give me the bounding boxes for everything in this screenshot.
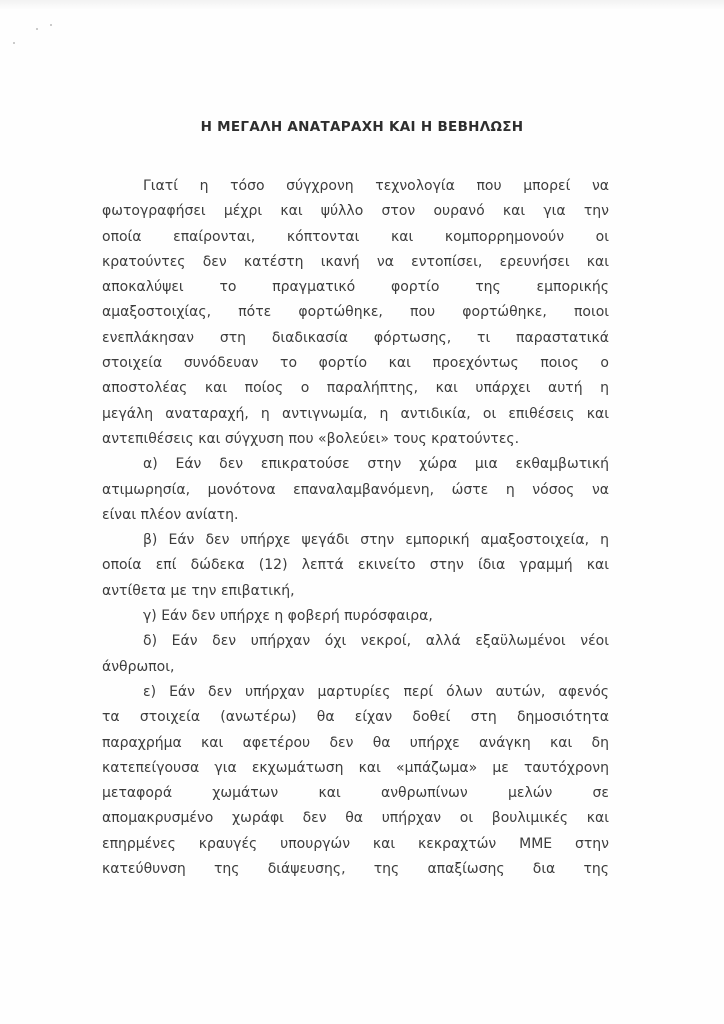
- document-title: Η ΜΕΓΑΛΗ ΑΝΑΤΑΡΑΧΗ ΚΑΙ Η ΒΕΒΗΛΩΣΗ: [200, 119, 524, 135]
- text-line: γ) Εάν δεν υπήρχε η φοβερή πυρόσφαιρα,: [143, 608, 433, 625]
- text-line: β) Εάν δεν υπήρχε ψεγάδι στην εμπορική αμαξοστοιχεία, η: [143, 532, 609, 549]
- text-line: κρατούντες δεν κατέστη ικανή να εντοπίσει, ερευνήσει και: [102, 253, 609, 270]
- text-line: α) Εάν δεν επικρατούσε στην χώρα μια εκθαμβωτική: [143, 456, 609, 473]
- scan-edge: [0, 0, 724, 10]
- text-line: οποία επαίρονται, κόπτονται και κομπορρημονούν οι: [102, 228, 609, 245]
- scan-speck: [50, 24, 52, 26]
- text-line: αποκαλύψει το πραγματικό φορτίο της εμπορικής: [102, 279, 609, 296]
- text-line: αντεπιθέσεις και σύγχυση που «βολεύει» τους κρατούντες.: [102, 430, 520, 447]
- text-line: άνθρωποι,: [102, 658, 175, 675]
- text-line: δ) Εάν δεν υπήρχαν όχι νεκροί, αλλά εξαϋλωμένοι νέοι: [143, 633, 609, 650]
- text-line: τα στοιχεία (ανωτέρω) θα είχαν δοθεί στη δημοσιότητα: [102, 709, 609, 726]
- text-line: μεταφορά χωμάτων και ανθρωπίνων μελών σε: [102, 785, 609, 802]
- text-line: κατεπείγουσα για εκχωμάτωση και «μπάζωμα» με ταυτόχρονη: [102, 759, 609, 776]
- text-line: είναι πλέον ανίατη.: [102, 506, 239, 523]
- text-line: στοιχεία συνόδευαν το φορτίο και προεχόντως ποιος ο: [102, 355, 609, 372]
- text-line: οποία επί δώδεκα (12) λεπτά εκινείτο στην ίδια γραμμή και: [102, 557, 609, 574]
- text-line: Γιατί η τόσο σύγχρονη τεχνολογία που μπορεί να: [143, 178, 609, 194]
- scan-speck: [13, 42, 15, 44]
- text-line: αμαξοστοιχίας, πότε φορτώθηκε, που φορτώθηκε, ποιοι: [102, 304, 609, 321]
- text-line: μεγάλη αναταραχή, η αντιγνωμία, η αντιδικία, οι επιθέσεις και: [102, 405, 609, 422]
- text-line: απομακρυσμένο χωράφι δεν θα υπήρχαν οι βουλιμικές και: [102, 810, 609, 827]
- text-line: ε) Εάν δεν υπήρχαν μαρτυρίες περί όλων αυτών, αφενός: [143, 683, 609, 700]
- text-line: αντίθετα με την επιβατική,: [102, 582, 295, 599]
- document-body: [102, 174, 609, 882]
- text-line: αποστολέας και ποίος ο παραλήπτης, και υπάρχει αυτή η: [102, 380, 609, 397]
- scan-speck: [36, 28, 38, 30]
- text-line: φωτογραφήσει μέχρι και ψύλλο στον ουρανό και για την: [102, 203, 609, 220]
- text-line: παραχρήμα και αφετέρου δεν θα υπήρχε ανάγκη και δη: [102, 734, 609, 751]
- text-line: ενεπλάκησαν στη διαδικασία φόρτωσης, τι παραστατικά: [102, 329, 609, 346]
- text-line: ατιμωρησία, μονότονα επαναλαμβανόμενη, ώστε η νόσος να: [102, 481, 609, 498]
- text-line: επηρμένες κραυγές υπουργών και κεκραχτών ΜΜΕ στην: [102, 835, 609, 852]
- text-line: κατεύθυνση της διάψευσης, της απαξίωσης δια της: [102, 861, 609, 878]
